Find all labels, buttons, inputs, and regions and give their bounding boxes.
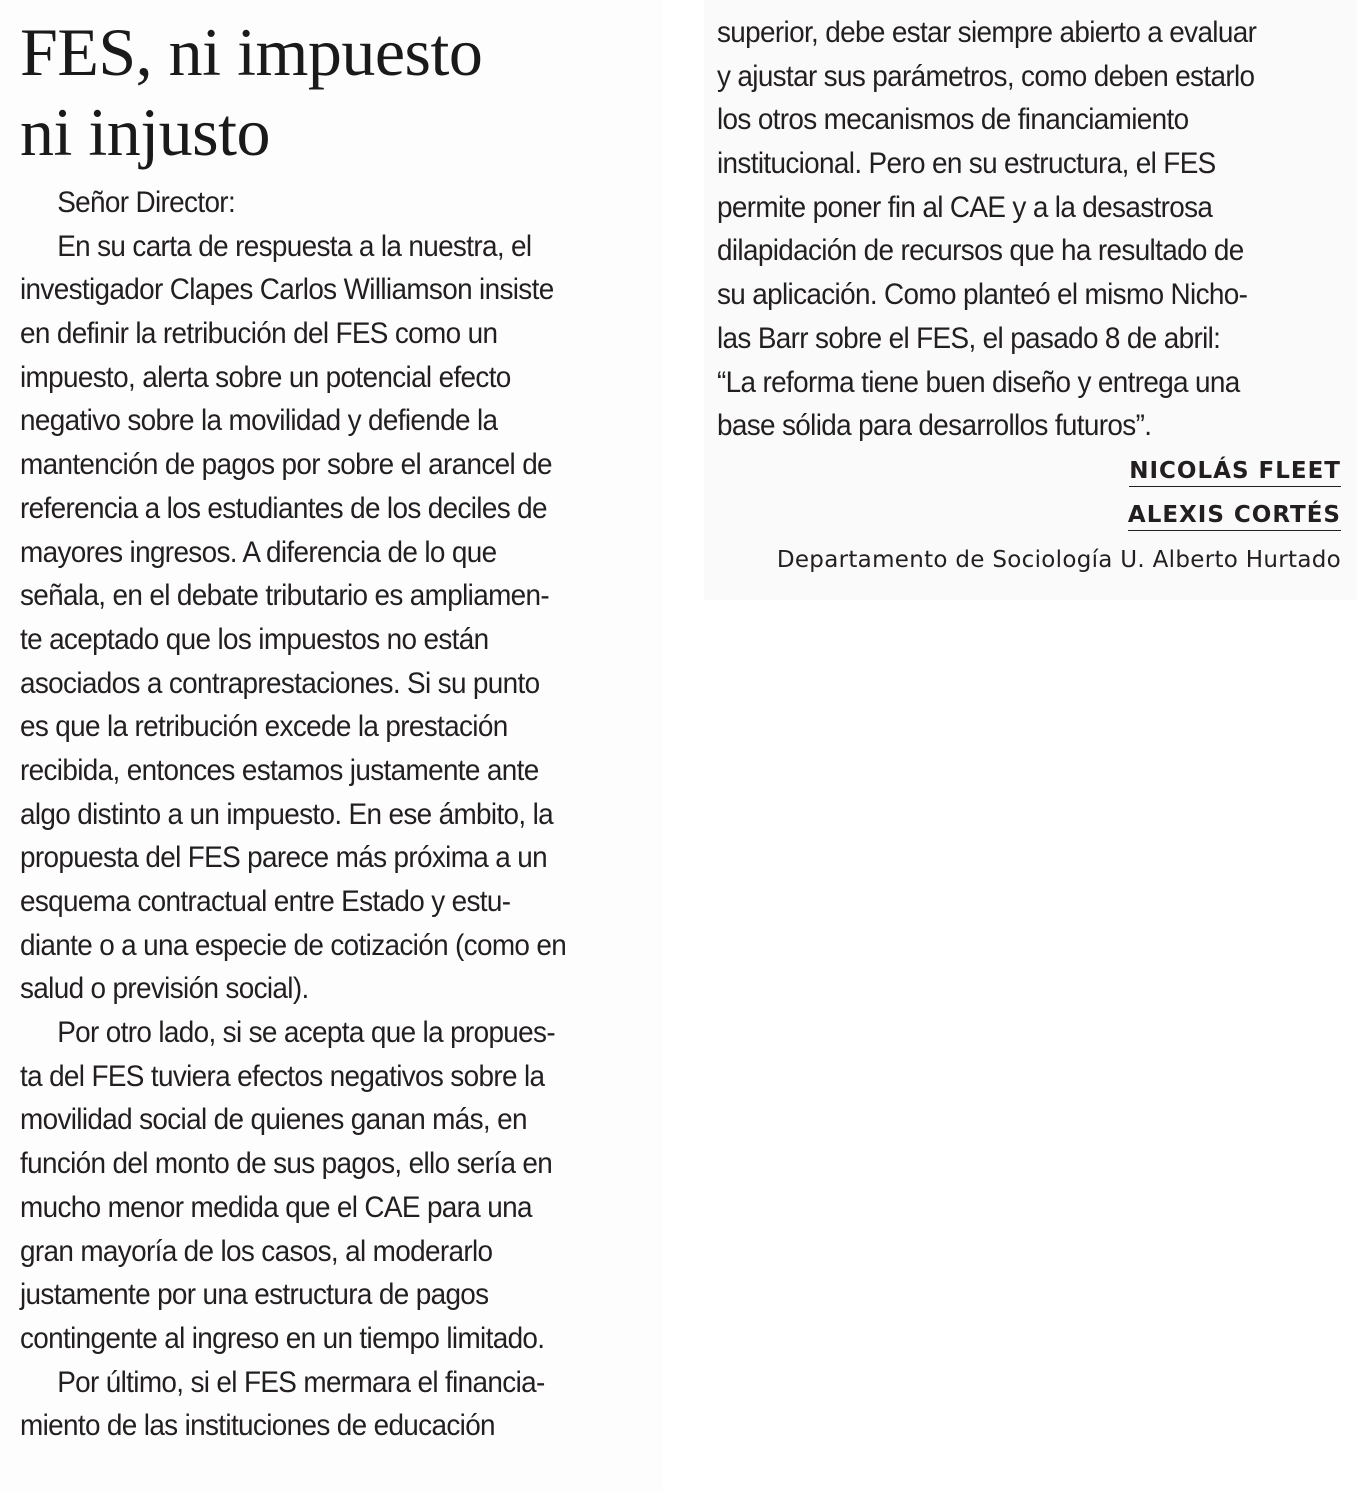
body-line: negativo sobre la movilidad y defiende la <box>20 404 498 438</box>
body-line: las Barr sobre el FES, el pasado 8 de abril: <box>717 321 1221 355</box>
body-line: dilapidación de recursos que ha resultado de <box>717 234 1244 268</box>
body-line: asociados a contraprestaciones. Si su punto <box>20 666 540 700</box>
body-line: superior, debe estar siempre abierto a evaluar <box>717 16 1257 49</box>
author-affiliation: Departamento de Sociología U. Alberto Hurtado <box>776 547 1341 573</box>
body-line: permite poner fin al CAE y a la desastrosa <box>717 190 1213 224</box>
headline-line: ni injusto <box>20 94 271 170</box>
body-line: mucho menor medida que el CAE para una <box>20 1190 532 1224</box>
body-line: contingente al ingreso en un tiempo limitado. <box>20 1321 545 1355</box>
body-line: señala, en el debate tributario es ampliamen- <box>20 579 550 613</box>
body-line: institucional. Pero en su estructura, el FES <box>717 147 1216 181</box>
body-line: y ajustar sus parámetros, como deben estarlo <box>717 59 1255 93</box>
body-line: diante o a una especie de cotización (como en <box>20 928 567 962</box>
body-line: algo distinto a un impuesto. En ese ámbito, la <box>20 797 554 831</box>
author-name-2: ALEXIS CORTÉS <box>1128 502 1341 531</box>
body-line: miento de las instituciones de educación <box>20 1409 495 1443</box>
body-line: investigador Clapes Carlos Williamson insiste <box>20 273 554 307</box>
body-line: es que la retribución excede la prestación <box>20 710 508 744</box>
body-line: en definir la retribución del FES como un <box>20 317 498 351</box>
body-line: justamente por una estructura de pagos <box>20 1278 489 1312</box>
body-line: recibida, entonces estamos justamente ante <box>20 753 539 787</box>
body-line: mayores ingresos. A diferencia de lo que <box>20 535 497 569</box>
body-line: movilidad social de quienes ganan más, en <box>20 1103 527 1137</box>
body-line: te aceptado que los impuestos no están <box>20 622 489 656</box>
body-line: Por último, si el FES mermara el financia- <box>57 1365 545 1399</box>
body-line: salud o previsión social). <box>20 972 309 1006</box>
body-line: “La reforma tiene buen diseño y entrega una <box>717 365 1240 399</box>
body-line: propuesta del FES parece más próxima a un <box>20 841 547 875</box>
body-line: En su carta de respuesta a la nuestra, el <box>57 229 532 263</box>
body-line: los otros mecanismos de financiamiento <box>717 103 1189 137</box>
body-line: referencia a los estudiantes de los deciles de <box>20 491 547 525</box>
body-line: base sólida para desarrollos futuros”. <box>717 409 1152 443</box>
body-line: ta del FES tuviera efectos negativos sobre la <box>20 1059 545 1093</box>
letter-body-left-column <box>20 181 566 1448</box>
headline-line: FES, ni impuesto <box>20 14 483 90</box>
body-line: impuesto, alerta sobre un potencial efecto <box>20 360 511 394</box>
letter-body-right-column <box>717 11 1256 448</box>
body-line: Por otro lado, si se acepta que la propues- <box>57 1016 555 1050</box>
body-line: gran mayoría de los casos, al moderarlo <box>20 1234 493 1268</box>
body-line: función del monto de sus pagos, ello sería en <box>20 1147 553 1181</box>
salutation: Señor Director: <box>57 186 236 219</box>
body-line: su aplicación. Como planteó el mismo Nicho- <box>717 278 1248 312</box>
article-headline <box>20 12 482 172</box>
author-name-1: NICOLÁS FLEET <box>1129 458 1341 487</box>
body-line: mantención de pagos por sobre el arancel de <box>20 448 552 482</box>
body-line: esquema contractual entre Estado y estu- <box>20 885 511 918</box>
